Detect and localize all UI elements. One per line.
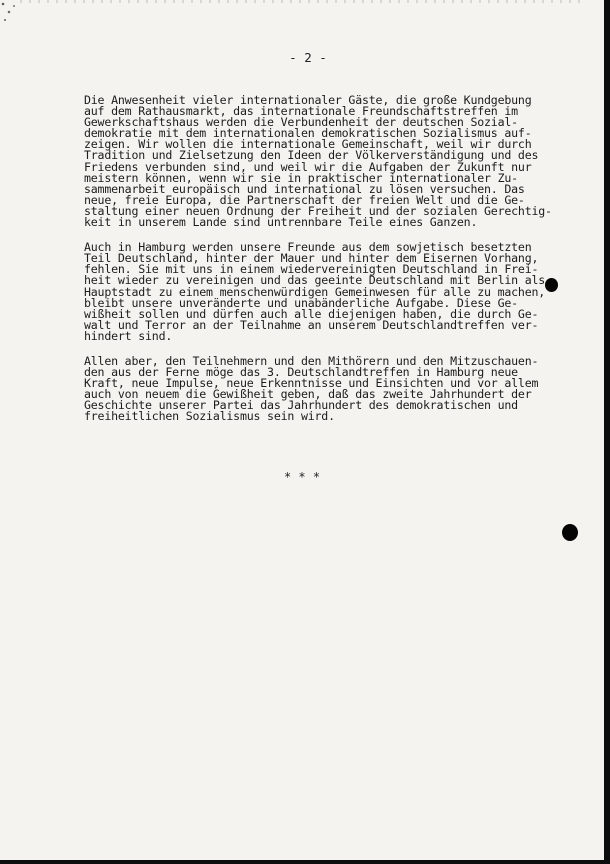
text-line: fehlen. Sie mit uns in einem wiedervereinigten Deutschland in Frei- — [84, 262, 539, 277]
text-line: Gewerkschaftshaus werden die Verbundenheit der deutschen Sozial- — [84, 115, 518, 130]
text-line: demokratie mit dem internationalen demokratischen Sozialismus auf- — [84, 126, 532, 141]
scan-noise-top — [20, 0, 580, 3]
text-line: heit wieder zu vereinigen und das geeinte Deutschland mit Berlin als — [84, 273, 546, 288]
text-line: meistern können, wenn wir sie in praktischer internationaler Zu- — [84, 170, 518, 185]
document-body — [84, 95, 584, 437]
text-line: Die Anwesenheit vieler internationaler Gäste, die große Kundgebung — [84, 93, 532, 107]
scan-speckle — [0, 0, 22, 40]
text-line: Friedens verbunden sind, und weil wir die Aufgaben der Zukunft nur — [84, 159, 532, 174]
text-line: neue, freie Europa, die Partnerschaft der freien Welt und die Ge- — [84, 192, 525, 207]
text-line: sammenarbeit europäisch und international zu lösen versuchen. Das — [84, 181, 525, 196]
text-line: Teil Deutschland, hinter der Mauer und hinter dem Eisernen Vorhang, — [84, 251, 539, 266]
text-line: Allen aber, den Teilnehmern und den Mithörern und den Mitzuschauen- — [84, 353, 539, 368]
text-line: auch von neuem die Gewißheit geben, daß das zweite Jahrhundert der — [84, 387, 532, 402]
text-line: den aus der Ferne möge das 3. Deutschlandtreffen in Hamburg neue — [84, 365, 518, 380]
text-line: Tradition und Zielsetzung den Ideen der Völkerverständigung und des — [84, 148, 539, 163]
text-line: bleibt unsere unveränderte und unabänderliche Aufgabe. Diese Ge- — [84, 295, 518, 310]
text-line: walt und Terror an der Teilnahme an unserem Deutschlandtreffen ver- — [84, 317, 539, 332]
text-line: Kraft, neue Impulse, neue Erkenntnisse und Einsichten und vor allem — [84, 376, 539, 391]
page-number: - 2 - — [289, 50, 327, 65]
text-line: Geschichte unserer Partei das Jahrhundert des demokratischen und — [84, 398, 518, 413]
text-line: freiheitlichen Sozialismus sein wird. — [84, 409, 335, 424]
text-line: Auch in Hamburg werden unsere Freunde aus dem sowjetisch besetzten — [84, 240, 532, 255]
text-line: staltung einer neuen Ordnung der Freiheit und der sozialen Gerechtig- — [84, 203, 552, 218]
text-line: wißheit sollen und dürfen auch alle diejenigen haben, die durch Ge- — [84, 306, 539, 321]
paragraph-3 — [84, 353, 584, 424]
punch-hole-mark — [562, 524, 578, 541]
text-line: Hauptstadt zu einem menschenwürdigen Gemeinwesen für alle zu machen, — [84, 284, 546, 299]
text-line: auf dem Rathausmarkt, das internationale Freundschaftstreffen im — [84, 104, 518, 119]
text-line: keit in unserem Lande sind untrennbare Teile eines Ganzen. — [84, 215, 478, 230]
scan-border-right — [604, 0, 610, 864]
paragraph-1 — [84, 95, 584, 228]
section-separator: * * * — [283, 470, 321, 484]
punch-hole-mark — [545, 278, 558, 292]
paragraph-2 — [84, 242, 584, 342]
text-line: zeigen. Wir wollen die internationale Gemeinschaft, weil wir durch — [84, 137, 532, 152]
scan-border-bottom — [0, 860, 610, 864]
text-line: hindert sind. — [84, 328, 173, 343]
